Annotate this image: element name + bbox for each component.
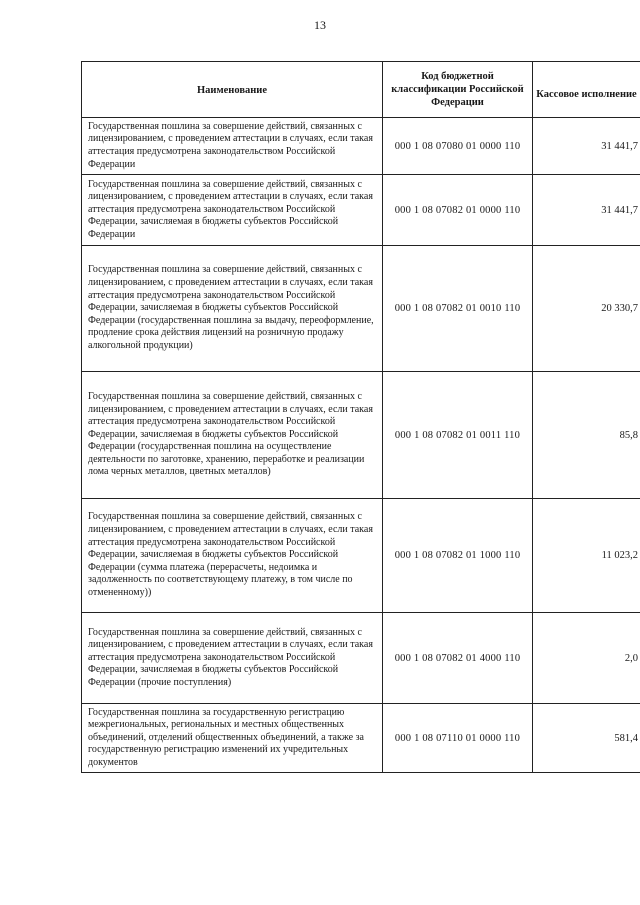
row-code: 000 1 08 07082 01 0010 110 [383,246,533,372]
row-code: 000 1 08 07082 01 0011 110 [383,372,533,499]
row-amount: 20 330,7 [533,246,640,372]
row-code: 000 1 08 07082 01 1000 110 [383,499,533,613]
table-row [82,246,640,372]
table-header-row [82,62,640,118]
row-name: Государственная пошлина за совершение действий, связанных с лицензированием, с проведением аттестации в случаях, если такая аттестация предусмотрена законодательством Российской Федерации, зачисляемая в бюджеты субъектов Российской Федерации (сумма платежа (перерасчеты, недоимка и задолженность по соответствующему платежу, в том числе по отмененному)) [82,499,383,613]
row-code: 000 1 08 07110 01 0000 110 [383,704,533,773]
row-name: Государственная пошлина за совершение действий, связанных с лицензированием, с проведением аттестации в случаях, если такая аттестация предусмотрена законодательством Российской Федерации, зачисляемая в бюджеты субъектов Российской Федерации (прочие поступления) [82,613,383,704]
row-name: Государственная пошлина за совершение действий, связанных с лицензированием, с проведением аттестации в случаях, если такая аттестация предусмотрена законодательством Российской Федерации [82,118,383,175]
row-name: Государственная пошлина за государственную регистрацию межрегиональных, региональных и местных общественных объединений, отделений общественных объединений, а также за государственную регистрацию изменений их учредительных документов [82,704,383,773]
header-amount: Кассовое исполнение [533,62,640,118]
row-amount: 581,4 [533,704,640,773]
row-amount: 2,0 [533,613,640,704]
table-row [82,175,640,246]
header-code: Код бюджетной классификации Российской Федерации [383,62,533,118]
table-row [82,118,640,175]
row-name: Государственная пошлина за совершение действий, связанных с лицензированием, с проведением аттестации в случаях, если такая аттестация предусмотрена законодательством Российской Федерации, зачисляемая в бюджеты субъектов Российской Федерации [82,175,383,246]
table-row [82,704,640,773]
row-code: 000 1 08 07082 01 4000 110 [383,613,533,704]
row-name: Государственная пошлина за совершение действий, связанных с лицензированием, с проведением аттестации в случаях, если такая аттестация предусмотрена законодательством Российской Федерации, зачисляемая в бюджеты субъектов Российской Федерации (государственная пошлина за выдачу, переоформление, продление срока действия лицензий на розничную продажу алкогольной продукции) [82,246,383,372]
header-name: Наименование [82,62,383,118]
budget-revenue-table [81,61,640,773]
table-row [82,372,640,499]
table-row [82,499,640,613]
row-code: 000 1 08 07080 01 0000 110 [383,118,533,175]
row-amount: 11 023,2 [533,499,640,613]
row-code: 000 1 08 07082 01 0000 110 [383,175,533,246]
row-amount: 31 441,7 [533,175,640,246]
row-amount: 85,8 [533,372,640,499]
row-amount: 31 441,7 [533,118,640,175]
row-name: Государственная пошлина за совершение действий, связанных с лицензированием, с проведением аттестации в случаях, если такая аттестация предусмотрена законодательством Российской Федерации, зачисляемая в бюджеты субъектов Российской Федерации (государственная пошлина на осуществление деятельности по заготовке, хранению, переработке и реализации лома черных металлов, цветных металлов) [82,372,383,499]
page-number: 13 [314,18,326,32]
table-row [82,613,640,704]
